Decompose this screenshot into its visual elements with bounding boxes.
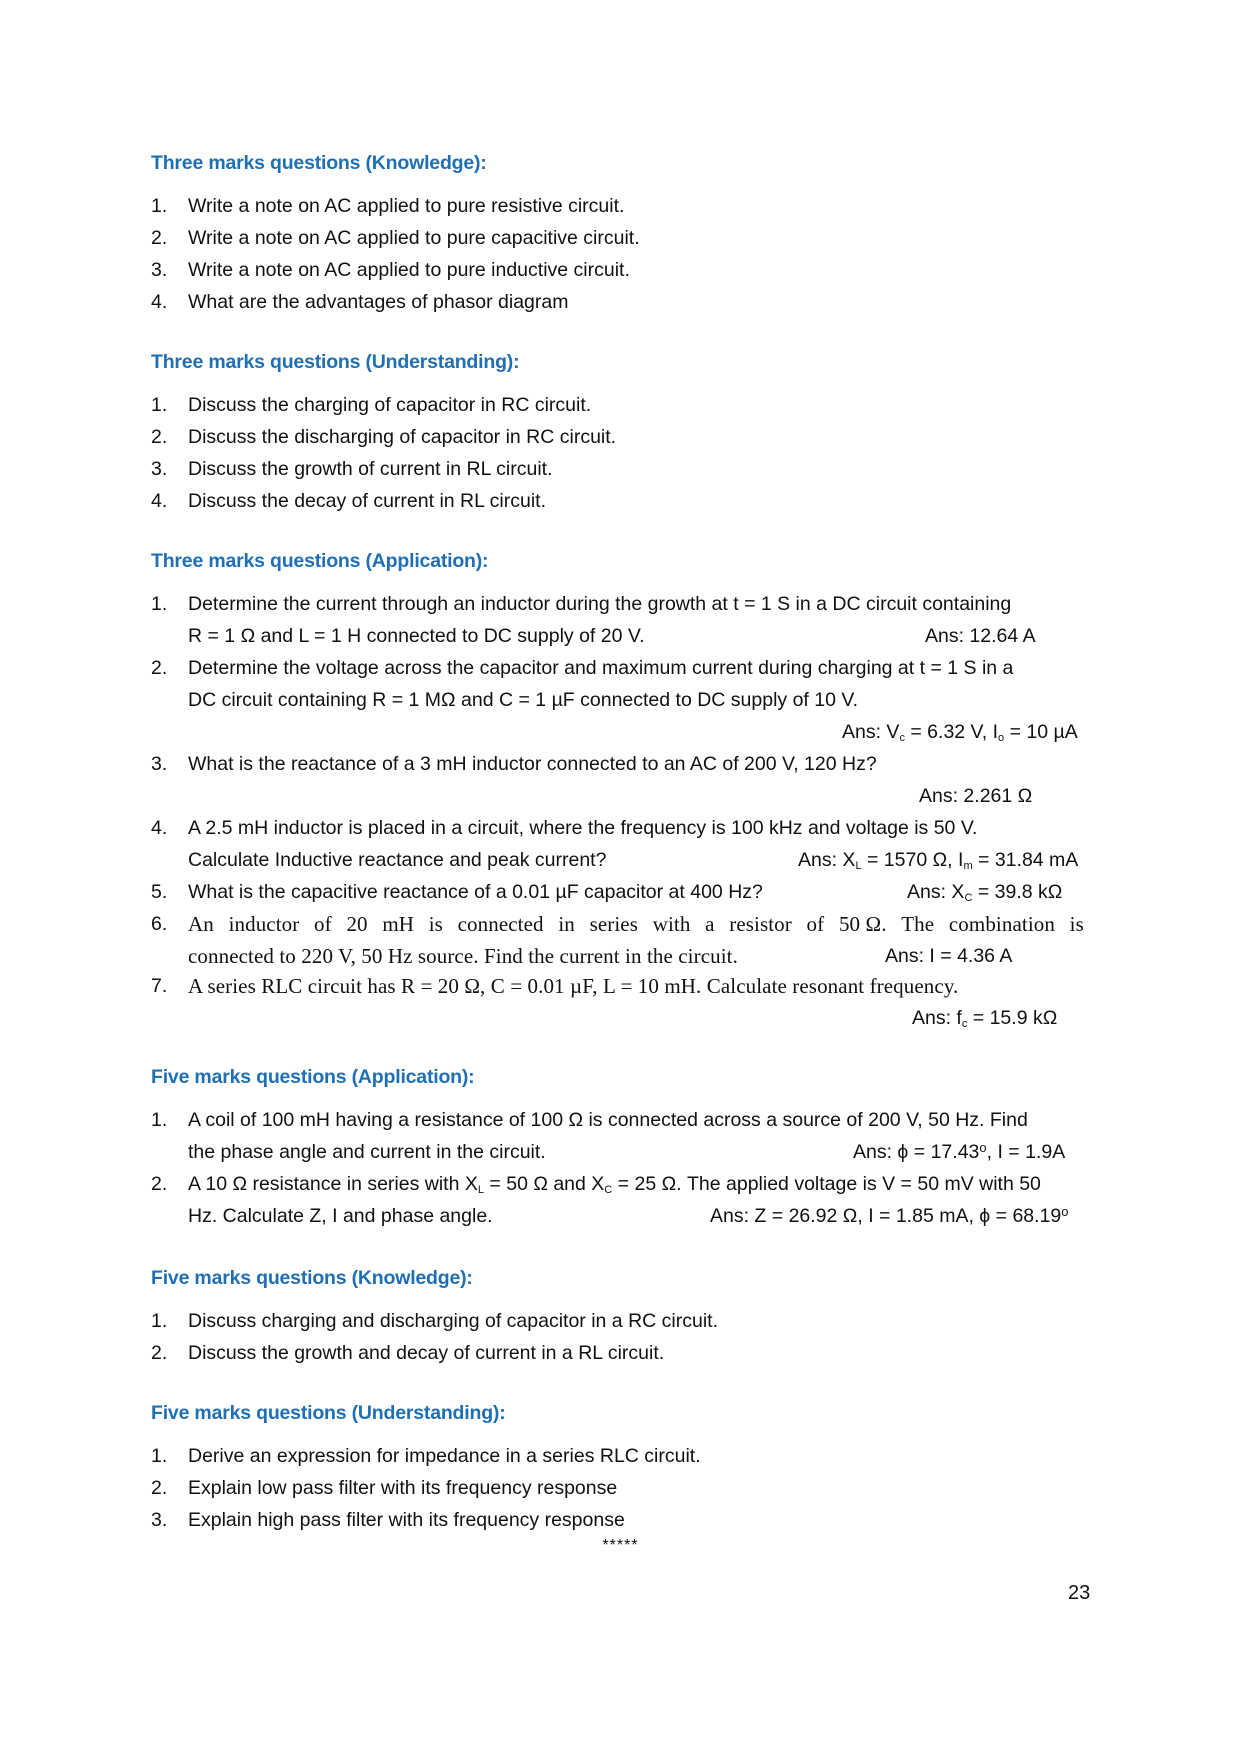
section-heading: Three marks questions (Knowledge): (151, 152, 487, 174)
question-number: 1. (151, 593, 168, 615)
question-item (151, 1337, 1091, 1369)
answer-text: Ans: 2.261 Ω (919, 785, 1033, 807)
question-line-2-row (188, 844, 1091, 876)
section-heading: Five marks questions (Application): (151, 1066, 475, 1088)
question-text-line-1 (188, 1168, 1091, 1200)
question-number: 2. (151, 426, 168, 448)
question-item (151, 748, 1091, 812)
word: mH (382, 912, 415, 936)
question-text-line-1: A 2.5 mH inductor is placed in a circuit, where the frequency is 100 kHz and voltage is 50 V. (188, 817, 978, 839)
question-text: Explain high pass filter with its frequency response (188, 1509, 625, 1531)
question-number: 5. (151, 881, 168, 903)
word: resistor (729, 912, 792, 936)
question-number: 1. (151, 394, 168, 416)
question-number: 4. (151, 817, 168, 839)
question-text-line-1: A series RLC circuit has R = 20 Ω, C = 0.01 µF, L = 10 mH. Calculate resonant frequency. (188, 974, 959, 998)
question-item (151, 190, 1091, 222)
section-five-marks-understanding (151, 1400, 1091, 1536)
answer-part: Ans: X (798, 849, 856, 871)
question-number: 1. (151, 1310, 168, 1332)
answer-part: Ans: V (842, 721, 900, 743)
answer-text (853, 1136, 1065, 1168)
question-list (151, 1104, 1091, 1232)
word: is (428, 912, 443, 936)
question-text-line-2: connected to 220 V, 50 Hz source. Find the current in the circuit. (188, 944, 738, 968)
answer-part: = 10 µA (1004, 721, 1078, 743)
question-number: 3. (151, 753, 168, 775)
question-text-line-2: the phase angle and current in the circuit. (188, 1141, 546, 1163)
question-text-line-2: Calculate Inductive reactance and peak current? (188, 849, 607, 871)
end-of-section-marker: ***** (602, 1537, 639, 1554)
question-item (151, 1504, 1091, 1536)
answer-text (907, 876, 1062, 908)
text-part: = 50 Ω and X (484, 1173, 605, 1195)
answer-text (912, 1002, 1057, 1034)
answer-part: = 31.84 mA (972, 849, 1079, 871)
section-five-marks-knowledge (151, 1265, 1091, 1369)
question-item (151, 812, 1091, 876)
question-text-line-2: Hz. Calculate Z, I and phase angle. (188, 1205, 493, 1227)
question-text: What are the advantages of phasor diagram (188, 291, 569, 313)
question-item (151, 970, 1091, 1034)
question-text-line-1: Determine the voltage across the capacitor and maximum current during charging at t = 1 S in a (188, 657, 1014, 679)
answer-part: Ans: ϕ = 17.43 (853, 1141, 980, 1163)
word: series (589, 912, 638, 936)
word: a (705, 912, 715, 936)
word: combination (948, 912, 1055, 936)
section-heading: Five marks questions (Understanding): (151, 1402, 506, 1424)
question-number: 4. (151, 490, 168, 512)
question-number: 2. (151, 657, 168, 679)
question-item (151, 389, 1091, 421)
question-text: Write a note on AC applied to pure resistive circuit. (188, 195, 625, 217)
section-heading: Three marks questions (Understanding): (151, 351, 520, 373)
word: An (188, 912, 214, 936)
section-five-marks-application (151, 1064, 1091, 1232)
section-three-marks-knowledge (151, 150, 1091, 318)
section-three-marks-application (151, 548, 1091, 1034)
question-number: 6. (151, 913, 168, 935)
question-item (151, 1472, 1091, 1504)
question-text-line-2: DC circuit containing R = 1 MΩ and C = 1 µF connected to DC supply of 10 V. (188, 689, 859, 711)
word: 50 Ω. (838, 912, 887, 936)
question-number: 1. (151, 1109, 168, 1131)
question-text: Write a note on AC applied to pure capacitive circuit. (188, 227, 640, 249)
question-item (151, 588, 1091, 652)
question-list (151, 190, 1091, 318)
question-text: Derive an expression for impedance in a series RLC circuit. (188, 1445, 701, 1467)
question-line-1-row (188, 876, 1091, 908)
word: with (652, 912, 691, 936)
question-item (151, 222, 1091, 254)
answer-subscript: C (964, 892, 973, 904)
answer-text: Ans: 12.64 A (925, 625, 1036, 647)
degree-superscript: o (1061, 1204, 1069, 1219)
question-number: 2. (151, 227, 168, 249)
question-line-2-row (188, 940, 1091, 970)
question-item (151, 453, 1091, 485)
question-number: 2. (151, 1477, 168, 1499)
question-text: Discuss charging and discharging of capacitor in a RC circuit. (188, 1310, 718, 1332)
answer-part: = 39.8 kΩ (972, 881, 1063, 903)
answer-part: = 15.9 kΩ (967, 1007, 1058, 1029)
word: 20 (346, 912, 368, 936)
answer-part: = 1570 Ω, I (861, 849, 964, 871)
question-number: 7. (151, 975, 168, 997)
answer-subscript: c (961, 1018, 968, 1030)
question-list (151, 588, 1091, 1034)
word: inductor (228, 912, 300, 936)
word: The (901, 912, 935, 936)
question-text: Discuss the charging of capacitor in RC circuit. (188, 394, 592, 416)
question-text-line-1: Determine the current through an inductor during the growth at t = 1 S in a DC circuit containing (188, 593, 1012, 615)
question-number: 2. (151, 1173, 168, 1195)
section-heading: Five marks questions (Knowledge): (151, 1267, 473, 1289)
question-line-2-row (188, 1200, 1091, 1232)
question-list (151, 389, 1091, 517)
question-item (151, 1305, 1091, 1337)
question-text-line-1: What is the capacitive reactance of a 0.01 µF capacitor at 400 Hz? (188, 881, 763, 903)
answer-subscript: c (899, 732, 905, 744)
question-text-line-1: What is the reactance of a 3 mH inductor connected to an AC of 200 V, 120 Hz? (188, 753, 877, 775)
question-number: 3. (151, 259, 168, 281)
subscript: C (604, 1184, 613, 1196)
question-text-line-1 (188, 908, 1084, 940)
word: of (806, 912, 825, 936)
question-number: 2. (151, 1342, 168, 1364)
question-number: 1. (151, 195, 168, 217)
answer-subscript: m (963, 860, 973, 872)
question-text: Explain low pass filter with its frequency response (188, 1477, 618, 1499)
question-item (151, 1440, 1091, 1472)
question-item (151, 652, 1091, 748)
answer-row (188, 1002, 1091, 1034)
question-item (151, 1104, 1091, 1168)
question-text: Write a note on AC applied to pure inductive circuit. (188, 259, 630, 281)
answer-text (842, 716, 1078, 748)
question-line-2-row (188, 620, 1091, 652)
text-part: A 10 Ω resistance in series with X (188, 1173, 478, 1195)
question-line-2-row (188, 1136, 1091, 1168)
answer-row (188, 716, 1091, 748)
question-list (151, 1305, 1091, 1369)
question-number: 3. (151, 458, 168, 480)
question-text: Discuss the growth of current in RL circuit. (188, 458, 553, 480)
question-item (151, 286, 1091, 318)
question-text: Discuss the growth and decay of current in a RL circuit. (188, 1342, 665, 1364)
question-number: 4. (151, 291, 168, 313)
answer-part: = 6.32 V, I (904, 721, 999, 743)
answer-subscript: L (855, 860, 862, 872)
question-item (151, 421, 1091, 453)
text-part: = 25 Ω. The applied voltage is V = 50 mV with 50 (612, 1173, 1041, 1195)
question-text: Discuss the discharging of capacitor in RC circuit. (188, 426, 617, 448)
question-number: 1. (151, 1445, 168, 1467)
question-item (151, 876, 1091, 908)
answer-text (710, 1200, 1068, 1232)
answer-text (798, 844, 1078, 876)
answer-row (188, 780, 1091, 812)
question-text: Discuss the decay of current in RL circuit. (188, 490, 546, 512)
question-item (151, 254, 1091, 286)
answer-part: Ans: Z = 26.92 Ω, I = 1.85 mA, ϕ = 68.19 (710, 1205, 1062, 1227)
section-heading: Three marks questions (Application): (151, 550, 489, 572)
question-item (151, 485, 1091, 517)
word: is (1069, 912, 1084, 936)
section-three-marks-understanding (151, 349, 1091, 517)
question-text-line-1: A coil of 100 mH having a resistance of 100 Ω is connected across a source of 200 V, 50 Hz. Find (188, 1109, 1028, 1131)
answer-part: Ans: X (907, 881, 965, 903)
page-number: 23 (1068, 1582, 1091, 1604)
degree-superscript: o (979, 1140, 987, 1155)
answer-text: Ans: I = 4.36 A (885, 945, 1013, 967)
question-list (151, 1440, 1091, 1536)
word: connected (457, 912, 544, 936)
question-item (151, 908, 1091, 970)
question-text-line-2: R = 1 Ω and L = 1 H connected to DC supply of 20 V. (188, 625, 645, 647)
answer-part: Ans: f (912, 1007, 962, 1029)
word: in (558, 912, 575, 936)
answer-part: , I = 1.9A (986, 1141, 1066, 1163)
question-number: 3. (151, 1509, 168, 1531)
question-item (151, 1168, 1091, 1232)
answer-subscript: o (998, 732, 1005, 744)
subscript: L (477, 1184, 484, 1196)
word: of (314, 912, 332, 936)
